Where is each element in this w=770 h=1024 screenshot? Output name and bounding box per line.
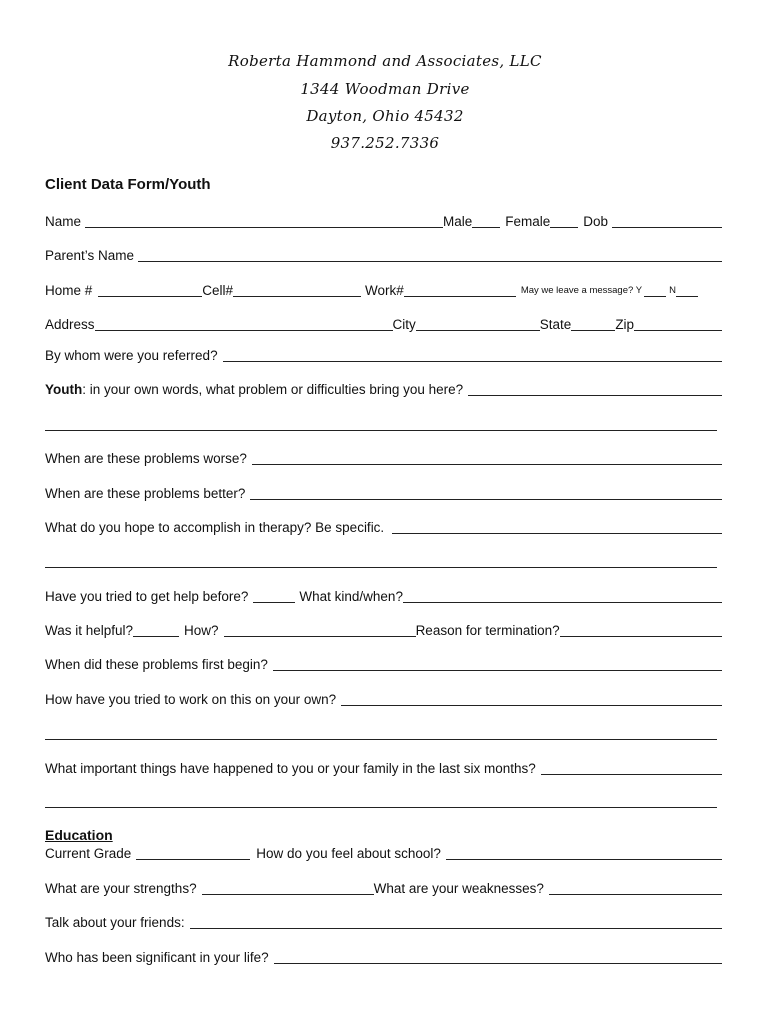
tried-help-row — [45, 587, 722, 605]
phone-row — [45, 281, 722, 299]
worse-row — [45, 449, 722, 467]
accomplish-label: What do you hope to accomplish in therapy? Be specific. — [45, 520, 385, 535]
youth-question: : in your own words, what problem or difficulties bring you here? — [82, 382, 464, 397]
referred-row — [45, 346, 722, 364]
accomplish-row — [45, 518, 722, 536]
name-label: Name — [45, 214, 82, 229]
feel-school-field[interactable] — [446, 859, 722, 860]
own-work-extra-line[interactable] — [45, 739, 717, 740]
referred-field[interactable] — [223, 361, 722, 362]
accomplish-extra-line[interactable] — [45, 567, 717, 568]
female-field[interactable] — [550, 227, 578, 228]
termination-field[interactable] — [560, 636, 722, 637]
address-label: Address — [45, 317, 95, 332]
own-work-field[interactable] — [341, 705, 722, 706]
youth-problem-extra-line[interactable] — [45, 430, 717, 431]
grade-row — [45, 844, 722, 862]
first-begin-row — [45, 655, 722, 673]
termination-label: Reason for termination? — [415, 623, 560, 638]
helpful-row — [45, 621, 722, 639]
tried-help-label: Have you tried to get help before? — [45, 589, 249, 604]
first-begin-field[interactable] — [273, 670, 722, 671]
company-phone: 937.252.7336 — [330, 134, 440, 152]
youth-problem-row — [45, 380, 722, 398]
name-field[interactable] — [85, 227, 443, 228]
important-label: What important things have happened to you or your family in the last six months? — [45, 761, 536, 776]
strengths-row — [45, 879, 722, 897]
cell-phone-label: Cell# — [202, 283, 234, 298]
zip-field[interactable] — [634, 330, 722, 331]
referred-label: By whom were you referred? — [45, 348, 218, 363]
how-label: How? — [184, 623, 219, 638]
grade-field[interactable] — [136, 859, 250, 860]
company-name: Roberta Hammond and Associates, LLC — [228, 52, 542, 70]
what-kind-field[interactable] — [403, 602, 722, 603]
name-row — [45, 212, 722, 230]
helpful-field[interactable] — [133, 636, 179, 637]
address-field[interactable] — [95, 330, 393, 331]
company-street: 1344 Woodman Drive — [300, 80, 470, 98]
first-begin-label: When did these problems first begin? — [45, 657, 268, 672]
own-work-row — [45, 690, 722, 708]
what-kind-label: What kind/when? — [299, 589, 403, 604]
message-question: May we leave a message? Y — [520, 285, 643, 296]
dob-field[interactable] — [612, 227, 722, 228]
education-heading: Education — [45, 827, 113, 843]
message-no-label: N — [669, 285, 676, 296]
important-extra-line[interactable] — [45, 807, 717, 808]
better-row — [45, 484, 722, 502]
zip-label: Zip — [615, 317, 635, 332]
feel-school-label: How do you feel about school? — [256, 846, 441, 861]
weaknesses-label: What are your weaknesses? — [373, 881, 544, 896]
grade-label: Current Grade — [45, 846, 132, 861]
state-field[interactable] — [571, 330, 615, 331]
significant-row — [45, 948, 722, 966]
work-phone-label: Work# — [365, 283, 404, 298]
helpful-label: Was it helpful? — [45, 623, 134, 638]
home-phone-field[interactable] — [98, 296, 202, 297]
cell-phone-field[interactable] — [233, 296, 361, 297]
significant-label: Who has been significant in your life? — [45, 950, 269, 965]
important-row — [45, 759, 722, 777]
better-field[interactable] — [250, 499, 722, 500]
work-phone-field[interactable] — [404, 296, 516, 297]
form-title: Client Data Form/Youth — [45, 176, 211, 193]
female-label: Female — [505, 214, 551, 229]
male-label: Male — [443, 214, 473, 229]
parents-name-row — [45, 246, 722, 264]
parents-name-field[interactable] — [138, 261, 722, 262]
accomplish-field[interactable] — [392, 533, 722, 534]
worse-label: When are these problems worse? — [45, 451, 247, 466]
company-city: Dayton, Ohio 45432 — [306, 107, 464, 125]
youth-label: Youth — [45, 382, 83, 397]
weaknesses-field[interactable] — [549, 894, 722, 895]
city-label: City — [392, 317, 416, 332]
important-field[interactable] — [541, 774, 722, 775]
message-yes-field[interactable] — [644, 296, 666, 297]
tried-help-field[interactable] — [253, 602, 295, 603]
message-no-field[interactable] — [676, 296, 698, 297]
friends-field[interactable] — [190, 928, 722, 929]
how-field[interactable] — [224, 636, 416, 637]
own-work-label: How have you tried to work on this on your own? — [45, 692, 337, 707]
male-field[interactable] — [472, 227, 500, 228]
strengths-field[interactable] — [202, 894, 374, 895]
address-row — [45, 315, 722, 333]
youth-problem-field[interactable] — [468, 395, 722, 396]
friends-label: Talk about your friends: — [45, 915, 185, 930]
state-label: State — [539, 317, 572, 332]
better-label: When are these problems better? — [45, 486, 246, 501]
home-phone-label: Home # — [45, 283, 93, 298]
significant-field[interactable] — [274, 963, 722, 964]
strengths-label: What are your strengths? — [45, 881, 197, 896]
dob-label: Dob — [583, 214, 609, 229]
friends-row — [45, 913, 722, 931]
worse-field[interactable] — [252, 464, 722, 465]
city-field[interactable] — [416, 330, 540, 331]
parents-name-label: Parent’s Name — [45, 248, 135, 263]
